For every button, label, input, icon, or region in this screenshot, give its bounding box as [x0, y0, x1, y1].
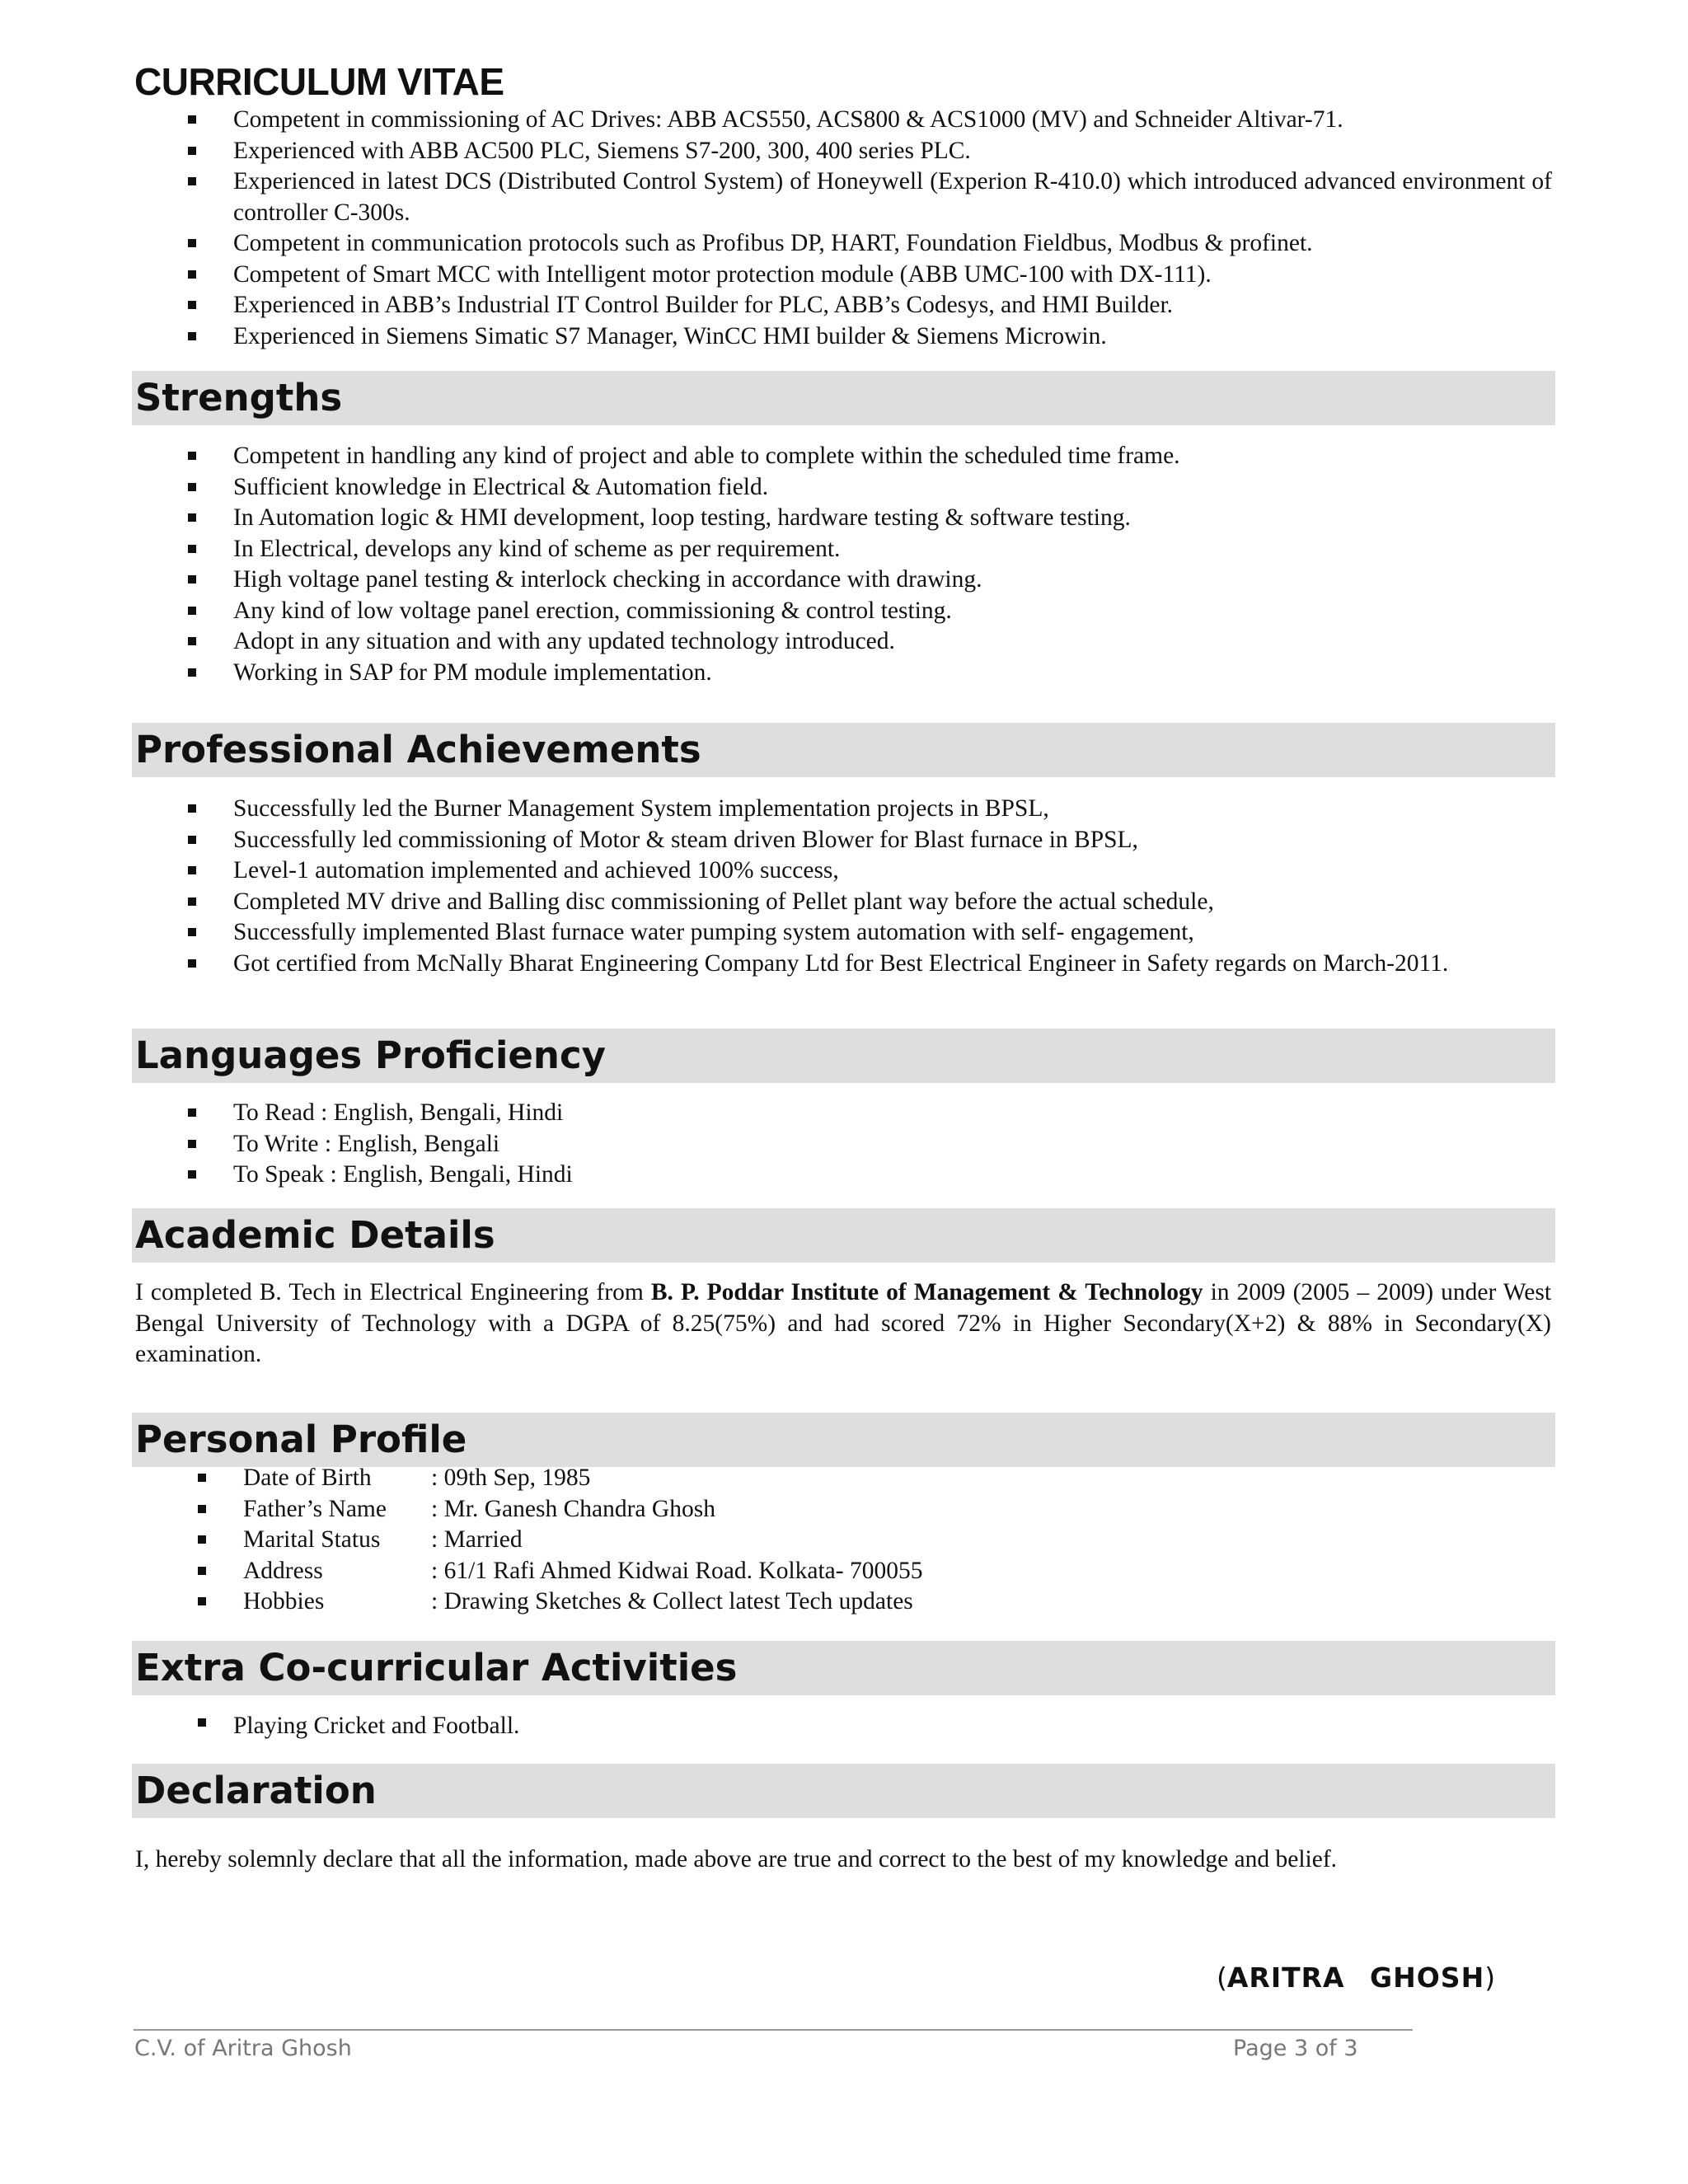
- page-title: CURRICULUM VITAE: [134, 60, 504, 103]
- bullet-icon: [188, 1170, 196, 1179]
- section-header-personal: [132, 1413, 1555, 1467]
- bullet-icon: [188, 928, 196, 936]
- list-item: Experienced in ABB’s Industrial IT Control Builder for PLC, ABB’s Codesys, and HMI Builder.: [188, 290, 1552, 321]
- bullet-icon: [188, 1140, 196, 1148]
- bullet-icon: [198, 1505, 206, 1513]
- section-title: Languages Proficiency: [135, 1033, 606, 1077]
- bullet-icon: [188, 866, 196, 874]
- list-item: Got certified from McNally Bharat Engineering Company Ltd for Best Electrical Engineer in Safety regards on March-2011.: [188, 949, 1552, 980]
- section-header-extra: [132, 1641, 1555, 1695]
- list-item: Level-1 automation implemented and achieved 100% success,: [188, 855, 1552, 887]
- bullet-icon: [198, 1597, 206, 1605]
- bullet-icon: [188, 804, 196, 813]
- section-header-academic: [132, 1208, 1555, 1263]
- strengths-list: [188, 441, 1552, 688]
- languages-list: [188, 1098, 1552, 1191]
- list-item: Working in SAP for PM module implementation.: [188, 658, 1552, 689]
- list-item: Hobbies : Drawing Sketches & Collect latest Tech updates: [198, 1586, 1517, 1618]
- bullet-icon: [198, 1718, 206, 1727]
- list-item: Any kind of low voltage panel erection, commissioning & control testing.: [188, 596, 1552, 627]
- bullet-icon: [188, 668, 196, 677]
- list-item: Completed MV drive and Balling disc commissioning of Pellet plant way before the actual schedule,: [188, 887, 1552, 918]
- list-item: Competent in commissioning of AC Drives: ABB ACS550, ACS800 & ACS1000 (MV) and Schneider Altivar-71.: [188, 105, 1552, 136]
- section-title: Professional Achievements: [135, 728, 701, 771]
- footer-left: C.V. of Aritra Ghosh: [134, 2036, 352, 2061]
- bullet-icon: [188, 575, 196, 583]
- bullet-icon: [188, 607, 196, 615]
- bullet-icon: [188, 898, 196, 906]
- list-item: Successfully implemented Blast furnace water pumping system automation with self- engagement,: [188, 917, 1552, 949]
- list-item: In Electrical, develops any kind of scheme as per requirement.: [188, 534, 1552, 565]
- page-number: Page 3 of 3: [1233, 2036, 1358, 2061]
- list-item: Address : 61/1 Rafi Ahmed Kidwai Road. Kolkata- 700055: [198, 1556, 1517, 1587]
- list-item: Playing Cricket and Football.: [198, 1711, 1517, 1742]
- section-header-achievements: [132, 723, 1555, 777]
- list-item: Marital Status : Married: [198, 1525, 1517, 1556]
- bullet-icon: [188, 483, 196, 491]
- bullet-icon: [188, 270, 196, 279]
- achievements-list: [188, 794, 1552, 979]
- section-title: Extra Co-curricular Activities: [135, 1646, 738, 1690]
- list-item: Experienced in Siemens Simatic S7 Manager, WinCC HMI builder & Siemens Microwin.: [188, 321, 1552, 353]
- extra-list: [198, 1711, 1517, 1742]
- section-title: Declaration: [135, 1769, 377, 1812]
- section-header-strengths: [132, 371, 1555, 425]
- academic-paragraph: I completed B. Tech in Electrical Engineering from B. P. Poddar Institute of Management & Technology in 2009 (2005 – 2009) under West Bengal University of Technology with a DGPA of 8.25(75%) and had scored 72% in Higher Secondary(X+2) & 88% in Secondary(X) examination.: [135, 1279, 1552, 1367]
- list-item: To Write : English, Bengali: [188, 1129, 1552, 1160]
- list-item: Father’s Name : Mr. Ganesh Chandra Ghosh: [198, 1494, 1517, 1526]
- personal-list: [198, 1463, 1517, 1618]
- section-header-declaration: [132, 1764, 1555, 1818]
- bullet-icon: [188, 239, 196, 247]
- institute-name: B. P. Poddar Institute of Management & Technology: [650, 1279, 1203, 1305]
- signature: (ARITRA GHOSH): [1217, 1961, 1496, 1994]
- section-title: Personal Profile: [135, 1418, 467, 1461]
- bullet-icon: [188, 513, 196, 522]
- footer-divider: [134, 2029, 1413, 2031]
- bullet-icon: [188, 452, 196, 460]
- list-item: To Speak : English, Bengali, Hindi: [188, 1160, 1552, 1191]
- list-item: Competent of Smart MCC with Intelligent motor protection module (ABB UMC-100 with DX-111).: [188, 260, 1552, 291]
- section-header-languages: [132, 1029, 1555, 1083]
- bullet-icon: [198, 1474, 206, 1482]
- bullet-icon: [188, 959, 196, 968]
- list-item: Competent in communication protocols such as Profibus DP, HART, Foundation Fieldbus, Modbus & profinet.: [188, 228, 1552, 260]
- list-item: To Read : English, Bengali, Hindi: [188, 1098, 1552, 1129]
- skills-list: [188, 105, 1552, 352]
- section-title: Academic Details: [135, 1213, 495, 1257]
- bullet-icon: [198, 1535, 206, 1544]
- list-item: High voltage panel testing & interlock checking in accordance with drawing.: [188, 565, 1552, 596]
- bullet-icon: [198, 1567, 206, 1575]
- list-item: Sufficient knowledge in Electrical & Automation field.: [188, 472, 1552, 504]
- list-item: Adopt in any situation and with any updated technology introduced.: [188, 626, 1552, 658]
- list-item: Successfully led the Burner Management System implementation projects in BPSL,: [188, 794, 1552, 825]
- bullet-icon: [188, 115, 196, 124]
- bullet-icon: [188, 147, 196, 155]
- list-item: Experienced in latest DCS (Distributed Control System) of Honeywell (Experion R-410.0) which introduced advanced environment of controller C-300s.: [188, 166, 1552, 228]
- list-item: Date of Birth : 09th Sep, 1985: [198, 1463, 1517, 1494]
- list-item: Experienced with ABB AC500 PLC, Siemens S7-200, 300, 400 series PLC.: [188, 136, 1552, 167]
- list-item: Successfully led commissioning of Motor & steam driven Blower for Blast furnace in BPSL,: [188, 825, 1552, 856]
- list-item: In Automation logic & HMI development, loop testing, hardware testing & software testing.: [188, 503, 1552, 534]
- bullet-icon: [188, 836, 196, 844]
- declaration-text: I, hereby solemnly declare that all the information, made above are true and correct to the best of my knowledge and belief.: [135, 1846, 1338, 1872]
- bullet-icon: [188, 545, 196, 553]
- bullet-icon: [188, 637, 196, 645]
- bullet-icon: [188, 1108, 196, 1117]
- section-title: Strengths: [135, 376, 343, 419]
- bullet-icon: [188, 301, 196, 309]
- bullet-icon: [188, 332, 196, 340]
- list-item: Competent in handling any kind of project and able to complete within the scheduled time frame.: [188, 441, 1552, 472]
- signature-name: ARITRA GHOSH: [1226, 1961, 1485, 1994]
- bullet-icon: [188, 177, 196, 185]
